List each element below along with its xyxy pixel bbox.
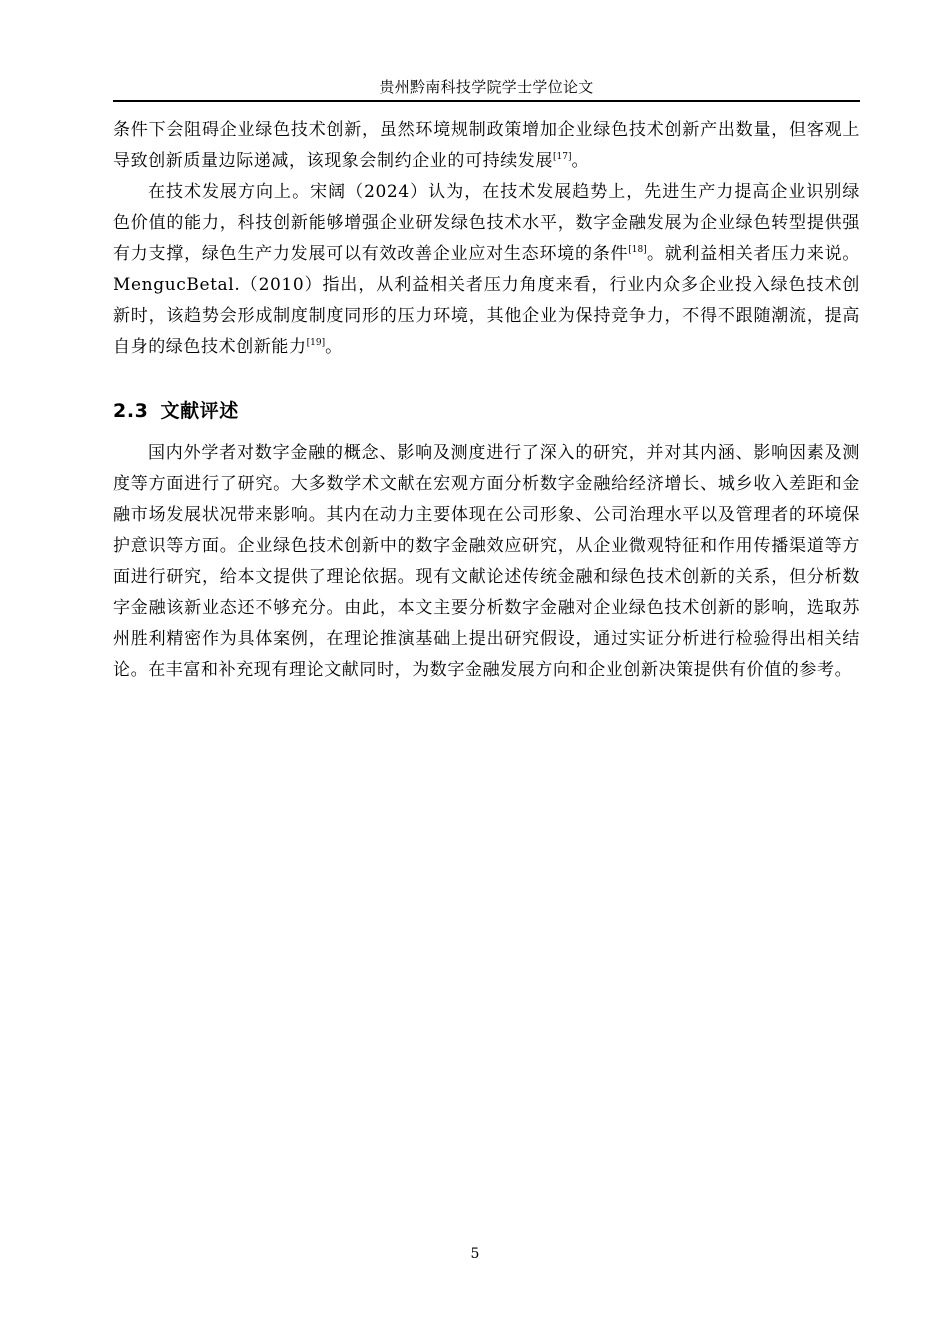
citation-ref[interactable]: [17] <box>553 152 572 162</box>
paragraph-tail: 。 <box>325 337 343 357</box>
citation-ref[interactable]: [18] <box>628 245 647 255</box>
citation-ref[interactable]: [19] <box>306 338 326 348</box>
paragraph-text: 在技术发展方向上。宋阔（2024）认为，在技术发展趋势上，先进生产力提高企业识别绿色价值的能力，科技创新能够增强企业研发绿色技术水平，数字金融发展为企业绿色转型提供强有力支撑，绿色生产力发展可以有效改善企业应对生态环境的条件 <box>113 182 860 264</box>
section-heading <box>113 398 860 424</box>
paragraph-technology-direction <box>113 177 860 363</box>
section-number: 2.3 <box>113 400 149 422</box>
paragraph-text: 。就利益相关者压力来说。MengucBetal.（2010）指出，从利益相关者压力角度来看，行业内众多企业投入绿色技术创新时，该趋势会形成制度制度同形的压力环境，其他企业为保持竞争力，不得不跟随潮流，提高自身的绿色技术创新能力 <box>113 244 861 357</box>
header-rule <box>113 100 860 102</box>
paragraph-literature-review: 国内外学者对数字金融的概念、影响及测度进行了深入的研究，并对其内涵、影响因素及测度等方面进行了研究。大多数学术文献在宏观方面分析数字金融给经济增长、城乡收入差距和金融市场发展状况带来影响。其内在动力主要体现在公司形象、公司治理水平以及管理者的环境保护意识等方面。企业绿色技术创新中的数字金融效应研究，从企业微观特征和作用传播渠道等方面进行研究，给本文提供了理论依据。现有文献论述传统金融和绿色技术创新的关系，但分析数字金融该新业态还不够充分。由此，本文主要分析数字金融对企业绿色技术创新的影响，选取苏州胜利精密作为具体案例，在理论推演基础上提出研究假设，通过实证分析进行检验得出相关结论。在丰富和补充现有理论文献同时，为数字金融发展方向和企业创新决策提供有价值的参考。 <box>113 443 860 680</box>
paragraph-tail: 。 <box>571 151 590 171</box>
section-title: 文献评述 <box>160 400 239 422</box>
paragraph-text: 条件下会阻碍企业绿色技术创新，虽然环境规制政策增加企业绿色技术创新产出数量，但客观上导致创新质量边际递减，该现象会制约企业的可持续发展 <box>113 120 860 171</box>
page-body <box>113 115 860 686</box>
paragraph-continued <box>113 115 860 177</box>
running-header: 贵州黔南科技学院学士学位论文 <box>379 78 594 96</box>
page-number: 5 <box>470 1246 480 1262</box>
